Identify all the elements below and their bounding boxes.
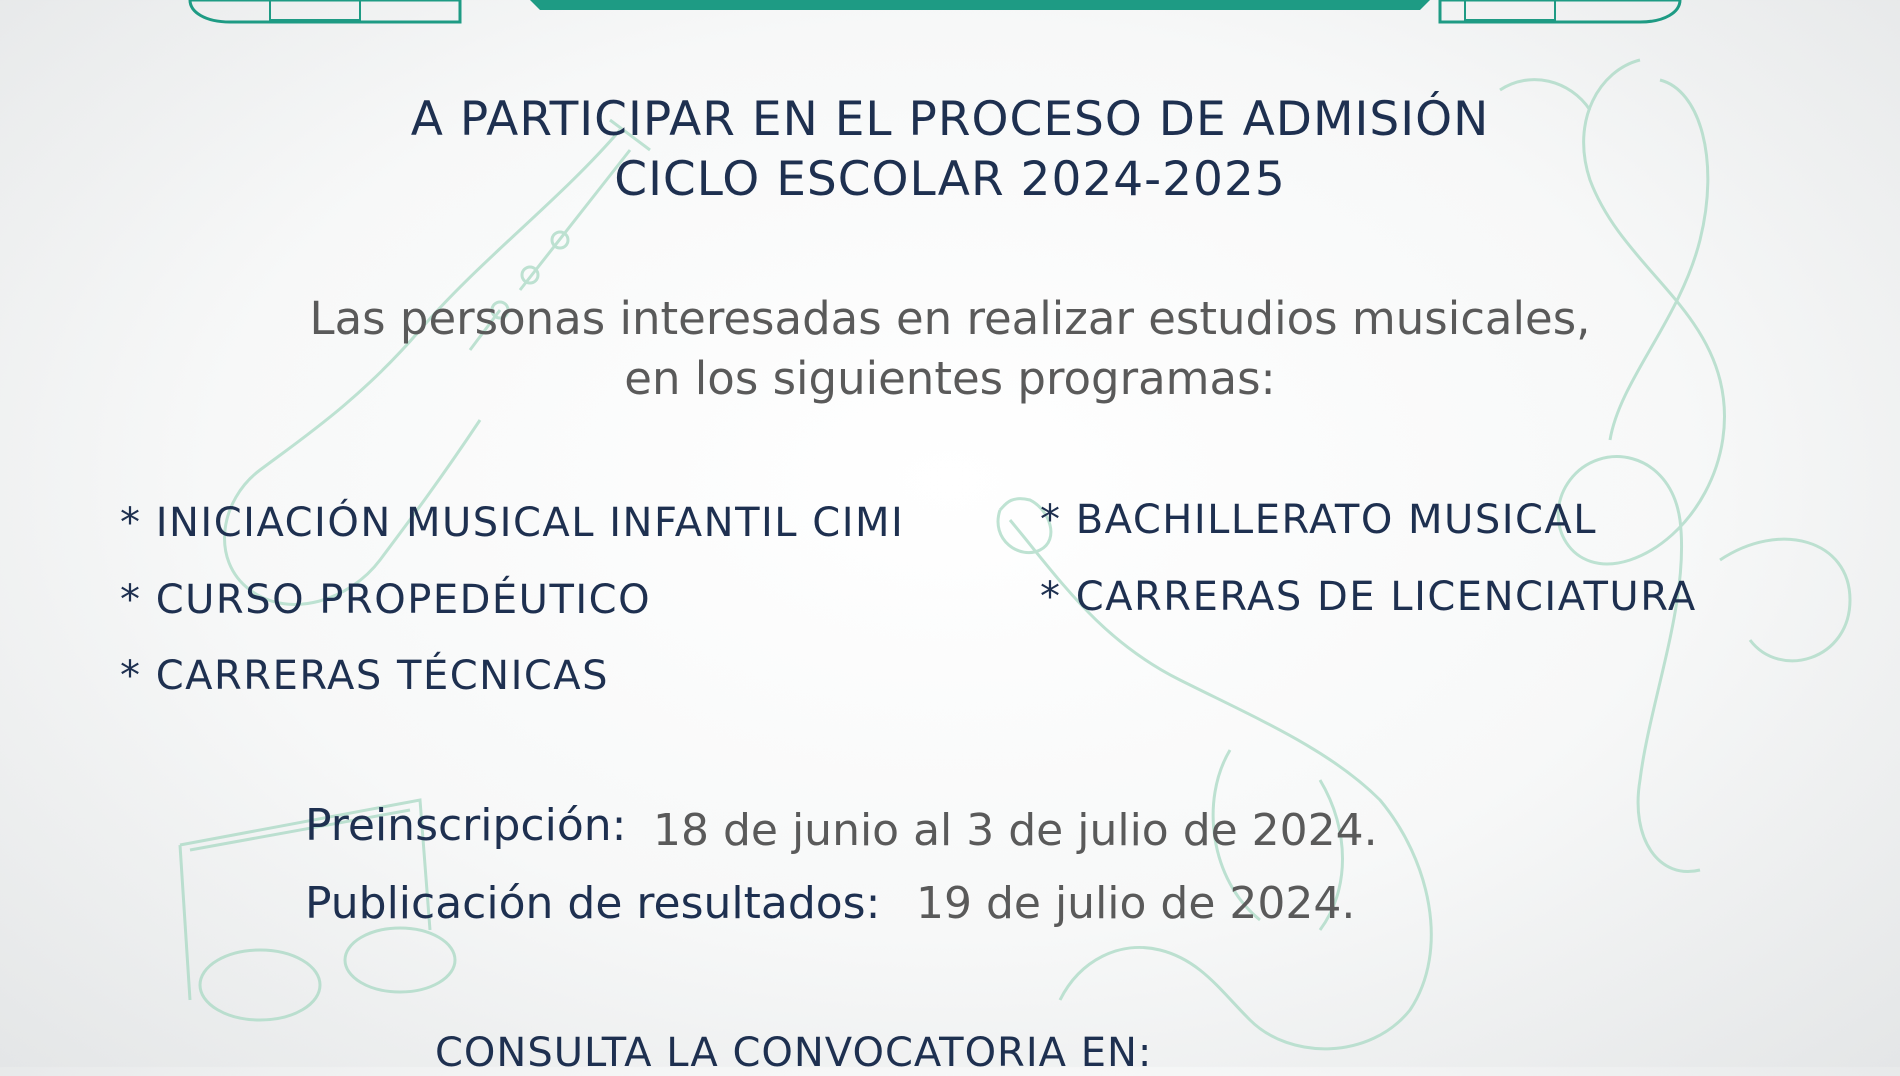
preinscripcion-date: 18 de junio al 3 de julio de 2024. [653,805,1378,856]
program-item: * CARRERAS DE LICENCIATURA [1040,574,1697,620]
program-item: * CARRERAS TÉCNICAS [120,653,610,699]
intro-line2: en los siguientes programas: [624,352,1276,405]
resultados-date: 19 de julio de 2024. [916,878,1356,929]
intro-line1: Las personas interesadas en realizar estudios musicales, [309,292,1591,345]
preinscripcion-label: Preinscripción: [305,800,627,851]
resultados-label: Publicación de resultados: [305,878,881,929]
admission-headline-line1: A PARTICIPAR EN EL PROCESO DE ADMISIÓN [410,92,1490,147]
consulta-convocatoria: CONSULTA LA CONVOCATORIA EN: [435,1030,1153,1076]
program-item: * BACHILLERATO MUSICAL [1040,497,1598,543]
program-item: * INICIACIÓN MUSICAL INFANTIL CIMI [120,500,905,546]
program-item: * CURSO PROPEDÉUTICO [120,577,652,623]
admission-headline-line2: CICLO ESCOLAR 2024-2025 [614,152,1286,207]
